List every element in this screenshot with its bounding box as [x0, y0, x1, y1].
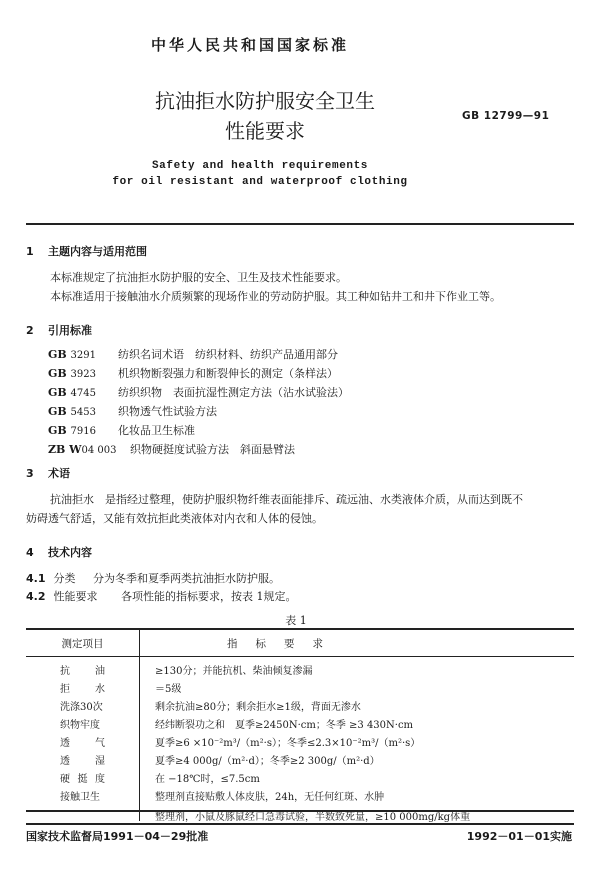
table-header-requirement: 指标要求: [227, 638, 341, 650]
paragraph: 本标准适用于接触油水介质频繁的现场作业的劳动防护服。其工种如钻井工和井下作业工等。: [50, 290, 501, 303]
paragraph: 本标准规定了抗油拒水防护服的安全、卫生及技术性能要求。: [50, 271, 347, 284]
section-1-heading: [26, 243, 147, 259]
ref-number: 7916: [70, 426, 96, 437]
section-3-body: [26, 490, 581, 528]
ref-number: 04 003: [81, 445, 117, 456]
title-en-line-1: Safety and health requirements: [151, 160, 369, 172]
national-standard-label: 中华人民共和国国家标准: [150, 36, 349, 54]
ref-number: 5453: [70, 407, 96, 418]
reference-item: [48, 384, 349, 403]
reference-item: [48, 365, 349, 384]
standard-code: GB 12799—91: [462, 110, 550, 122]
approval-date: 国家技术监督局1991－04－29批准: [26, 830, 209, 843]
paragraph-line: 妨碍透气舒适，又能有效抗拒此类液体对内衣和人体的侵蚀。: [26, 512, 323, 525]
ref-prefix: GB: [48, 367, 67, 380]
reference-item: [48, 441, 349, 460]
row-item: 拒 水: [60, 683, 105, 695]
paragraph-line: 抗油拒水 是指经过整理，使防护服织物纤维表面能排斥、疏远油、水类液体介质，从而达到既不: [50, 493, 523, 506]
ref-title: 纺织织物 表面抗湿性测定方法（沾水试验法）: [118, 386, 349, 399]
table-row: [26, 786, 574, 804]
header-divider: [26, 223, 574, 225]
subsection-label: 性能要求: [53, 590, 98, 603]
row-item: 抗 油: [60, 665, 105, 677]
row-requirement: 剩余抗油≥80分；剩余拒水≥1级，背面无渗水: [155, 701, 361, 713]
table-row: [26, 696, 574, 714]
table-row: [26, 660, 574, 678]
table-row: [26, 750, 574, 768]
section-1-body: [50, 268, 501, 306]
row-item: 透 气: [60, 737, 105, 749]
row-item: 洗涤30次: [60, 701, 103, 713]
table-caption: 表 1: [285, 614, 307, 627]
row-requirement: ＝5级: [155, 683, 182, 695]
row-item: 接触卫生: [60, 791, 100, 803]
subsection-number: 4.1: [26, 572, 46, 585]
row-item: 织物牢度: [60, 719, 100, 731]
section-title: 主题内容与适用范围: [48, 245, 147, 258]
row-requirement: 整理剂直接贴敷人体皮肤，24h，无任何红斑、水肿: [155, 791, 385, 803]
table-row: [26, 678, 574, 696]
ref-prefix: GB: [48, 424, 67, 437]
section-number: 2: [26, 324, 34, 337]
row-item: 透 湿: [60, 755, 105, 767]
ref-prefix: GB: [48, 405, 67, 418]
subsection-text: 各项性能的指标要求，按表 1规定。: [121, 590, 297, 603]
subsection-4-2: [26, 588, 297, 606]
subsection-text: 分为冬季和夏季两类抗油拒水防护服。: [93, 572, 280, 585]
row-item: 硬 挺 度: [60, 773, 105, 785]
table-header-rule: [26, 656, 574, 657]
ref-number: 4745: [70, 388, 96, 399]
implementation-date: 1992－01－01实施: [466, 830, 572, 843]
ref-title: 织物硬挺度试验方法 斜面悬臂法: [130, 443, 295, 456]
ref-prefix: ZB W: [48, 443, 82, 456]
section-number: 3: [26, 467, 34, 480]
row-requirement: 夏季≥6 ×10⁻²m³/（m²·s）；冬季≤2.3×10⁻²m³/（m²·s）: [155, 737, 421, 749]
section-title: 技术内容: [48, 546, 92, 559]
subsection-4-1: [26, 570, 280, 588]
ref-title: 机织物断裂强力和断裂伸长的测定（条样法）: [118, 367, 338, 380]
table-body: [26, 660, 574, 826]
subsection-label: 分类: [53, 572, 76, 585]
footer-divider: [26, 823, 574, 825]
table-row: [26, 768, 574, 786]
title-en-line-2: for oil resistant and waterproof clothing: [112, 176, 408, 188]
section-title: 引用标准: [48, 324, 92, 337]
section-4-heading: [26, 544, 92, 560]
title-cn-line-2: 性能要求: [225, 119, 305, 143]
table-row: [26, 714, 574, 732]
ref-prefix: GB: [48, 348, 67, 361]
row-requirement: ≥130分；并能抗机、柴油倾复渗漏: [155, 665, 313, 677]
ref-title: 纺织名词术语 纺织材料、纺织产品通用部分: [118, 348, 338, 361]
row-requirement: 在 −18℃时，≤7.5cm: [155, 773, 260, 785]
ref-number: 3291: [70, 350, 96, 361]
section-number: 1: [26, 245, 34, 258]
reference-item: [48, 403, 349, 422]
ref-prefix: GB: [48, 386, 67, 399]
section-3-heading: [26, 465, 70, 481]
ref-title: 织物透气性试验方法: [118, 405, 217, 418]
reference-item: [48, 422, 349, 441]
section-2-heading: [26, 322, 92, 338]
table-bottom-rule: [26, 810, 574, 812]
reference-item: [48, 346, 349, 365]
row-requirement: 经纬断裂功之和 夏季≥2450N·cm；冬季 ≥3 430N·cm: [155, 719, 414, 731]
document-title-en: [80, 158, 440, 190]
section-title: 术语: [48, 467, 70, 480]
title-cn-line-1: 抗油拒水防护服安全卫生: [155, 89, 375, 113]
row-requirement: 整理剂，小鼠及豚鼠经口急毒试验，半数致死量，≥10 000mg/kg体重: [155, 811, 471, 823]
document-title-cn: [100, 86, 430, 146]
section-number: 4: [26, 546, 34, 559]
table-row: [26, 732, 574, 750]
ref-number: 3923: [70, 369, 96, 380]
subsection-number: 4.2: [26, 590, 46, 603]
table-header-item: 测定项目: [61, 638, 104, 650]
ref-title: 化妆品卫生标准: [118, 424, 195, 437]
normative-references-list: [48, 346, 349, 460]
table-top-rule: [26, 628, 574, 630]
row-requirement: 夏季≥4 000g/（m²·d）；冬季≥2 300g/（m²·d）: [155, 755, 380, 767]
